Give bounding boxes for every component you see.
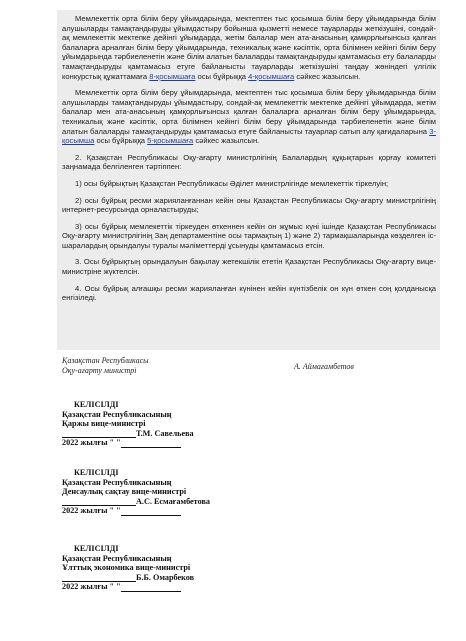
- appendix-link-4[interactable]: 4-қосымшаға: [248, 71, 295, 81]
- paragraph-1: [62, 14, 436, 81]
- date-line: [121, 439, 181, 448]
- approval-org: Қазақстан Республикасының: [62, 477, 172, 487]
- approval-position: Қаржы вице-министрі: [62, 419, 146, 429]
- paragraph-1-end: сәйкес жазылсын.: [296, 71, 361, 81]
- paragraph-3: 2. Қазақстан Республикасы Оқу-ағарту министрлігінің Балалардың құқықтарын қорғау комитеті заңнамада белгіленген тәртіппен:: [62, 152, 436, 172]
- approval-name: Б.Б. Омарбеков: [136, 572, 195, 582]
- date-line: [121, 583, 181, 592]
- signature-line: [62, 429, 136, 438]
- approval-name: А.С. Есмағамбетова: [136, 496, 211, 506]
- approval-position: Ұлттық экономика вице-министрі: [62, 563, 191, 573]
- paragraph-2-text: Мемлекеттік орта білім беру ұйымдарында, мектептен тыс қосымша білім беру ұйымдарында білім алушыларды тамақтандыруды ұйымдастыру, сондай-ақ мемлекеттік мектепке дейінгі ұйымдарда, жетім балалар мен ата-анасының қамқорлығынсыз қалған балаларға арналған білім беру ұйымдарында, техникалық және кәсіптік, орта білімнен кейінгі білім беру ұйымдарында тәрбиеленетін және білім алатын балаларды тамақтандыруды қамтамасыз етуге байланысты тауарлар сатып алу қағидаларына: [62, 88, 436, 136]
- approval-name: Т.М. Савельева: [136, 428, 194, 438]
- paragraph-2-end: сәйкес жазылсын.: [195, 136, 260, 146]
- paragraph-1-text: Мемлекеттік орта білім беру ұйымдарында, мектептен тыс қосымша білім беру ұйымдарында білім алушыларды тамақтандыруды ұйымдастыру бойынша қызметті немесе тауарларды жеткізушіні, сондай-ақ мемлекеттік мектепке дейінгі ұйымдарда, жетім балалар мен ата-анасының қамқорлығынсыз қалған балаларға арналған білім беру ұйымдарында, техникалық және кәсіптік, орта білімнен кейінгі білім беру ұйымдарында тәрбиеленетін және білім алатын балаларды тамақтандыруды қамтамасыз ету балаларды тамақтандыруды қамтамасыз етуге байланысты тауарларды жеткізушіні таңдау жөніндегі үлгілік конкурстық құжаттамаға: [62, 14, 436, 81]
- signature-line: [62, 497, 136, 506]
- approval-block: [62, 400, 262, 448]
- approval-date-text: 2022 жылғы " ": [62, 438, 121, 448]
- appendix-link-3[interactable]: 3-қосымша: [62, 126, 436, 146]
- paragraph-1-tail: осы бұйрыққа: [197, 71, 246, 81]
- approval-org: Қазақстан Республикасының: [62, 553, 172, 563]
- approval-block: [62, 544, 262, 592]
- paragraph-7: 3. Осы бұйрықтың орындалуын бақылау жетекшілік ететін Қазақстан Республикасы Оқу-ағарту вице-министріне жүктелсін.: [62, 257, 436, 277]
- approval-date: [62, 506, 262, 516]
- approval-signature-line: [62, 429, 262, 439]
- paragraph-4: 1) осы бұйрықтың Қазақстан Республикасы Әділет министрлігінде мемлекеттік тіркелуін;: [75, 178, 389, 188]
- approval-signature-line: [62, 573, 262, 583]
- paragraph-6: 3) осы бұйрық мемлекеттік тіркеуден өткеннен кейін он жұмыс күні ішінде Қазақстан Республикасы Оқу-ағарту министрлігінің Заң департаментіне осы тармақтың 1) және 2) тармақшаларында көзделген іс-шаралардың орындалуы туралы мәліметтерді ұсынуды қамтамасыз етсін.: [62, 221, 436, 250]
- approval-heading: КЕЛІСІЛДІ: [74, 468, 119, 477]
- approval-heading: КЕЛІСІЛДІ: [74, 544, 119, 553]
- date-line: [121, 507, 181, 516]
- approval-date: [62, 438, 262, 448]
- paragraph-2: [62, 88, 436, 146]
- approval-date-text: 2022 жылғы " ": [62, 582, 121, 592]
- signature-line: [62, 573, 136, 582]
- approval-heading: КЕЛІСІЛДІ: [74, 400, 119, 409]
- paragraph-5: 2) осы бұйрық ресми жарияланғаннан кейін оны Қазақстан Республикасы Оқу-ағарту министрлігінің интернет-ресурсында орналастыруды;: [62, 195, 436, 215]
- paragraph-2-tail: осы бұйрыққа: [96, 136, 145, 146]
- order-body: [62, 14, 436, 310]
- minister-title-line-2: Оқу-ағарту министрі: [62, 366, 137, 375]
- approval-org: Қазақстан Республикасының: [62, 409, 172, 419]
- approval-position: Денсаулық сақтау вице-министрі: [62, 487, 187, 497]
- approval-block: [62, 468, 262, 516]
- minister-title: [62, 356, 149, 376]
- approval-date-text: 2022 жылғы " ": [62, 506, 121, 516]
- minister-title-line-1: Қазақстан Республикасы: [62, 356, 149, 365]
- approval-date: [62, 582, 262, 592]
- appendix-link-5[interactable]: 5-қосымшаға: [147, 136, 194, 146]
- appendix-link-8[interactable]: 8-қосымшаға: [149, 71, 196, 81]
- minister-name: А. Аймағамбетов: [294, 362, 354, 371]
- approval-signature-line: [62, 497, 262, 507]
- paragraph-8: 4. Осы бұйрық алғашқы ресми жарияланған күнінен кейін күнтізбелік он күн өткен соң қолданысқа енгізіледі.: [62, 283, 436, 303]
